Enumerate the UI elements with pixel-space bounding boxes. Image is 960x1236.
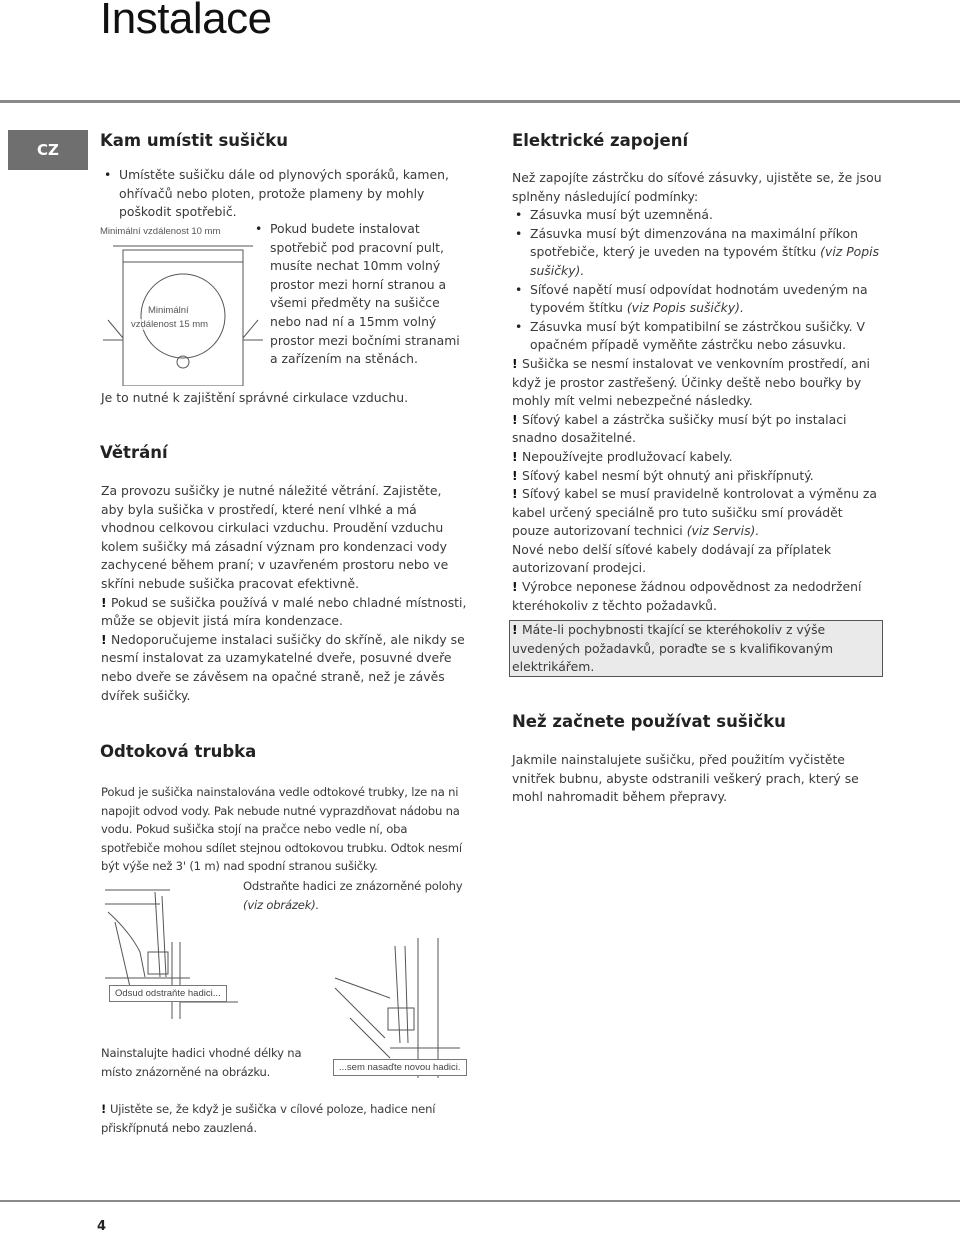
- hose-removal-caption: Odsud odstraňte hadici...: [109, 985, 227, 1002]
- electrical-condition-3: • Síťové napětí musí odpovídat hodnotám uvedeným na typovém štítku (viz Popis sušičky).: [512, 281, 882, 318]
- electrical-condition-4: • Zásuvka musí být kompatibilní se zástrčkou sušičky. V opačném případě vyměňte zástrčku nebo zásuvku.: [512, 318, 882, 355]
- header-divider: [0, 100, 960, 103]
- electrical-warning-6: ! Výrobce neponese žádnou odpovědnost za nedodržení kteréhokoliv z těchto požadavků.: [512, 579, 862, 613]
- where-note: Je to nutné k zajištění správné cirkulace vzduchu.: [101, 390, 409, 405]
- electrical-warning-1: ! Sušička se nesmí instalovat ve venkovním prostředí, ani když je prostor zastřešený. Účinky deště nebo bouřky by mohly mít velmi nebezpečné následky.: [512, 355, 870, 409]
- electrical-heading: Elektrické zapojení: [512, 131, 689, 150]
- where-bullet-list-2: [252, 220, 464, 369]
- drain-install-text: Nainstalujte hadici vhodné délky na místo znázorněné na obrázku.: [101, 1046, 302, 1079]
- language-tab: CZ: [8, 130, 88, 170]
- where-bullet-1: • Umístěte sušičku dále od plynových sporáků, kamen, ohřívačů nebo ploten, protože plameny by mohly poškodit spotřebič.: [101, 166, 461, 222]
- hose-install-caption: ...sem nasaďte novou hadici.: [333, 1059, 467, 1076]
- electrical-warning-3: ! Nepoužívejte prodlužovací kabely.: [512, 448, 733, 464]
- electrical-condition-2: • Zásuvka musí být dimenzována na maximální příkon spotřebiče, který je uveden na typovém štítku (viz Popis sušičky).: [512, 225, 882, 281]
- diagram-side-label-1: Minimální: [148, 305, 189, 316]
- drain-para: Pokud je sušička nainstalována vedle odtokové trubky, lze na ni napojit odvod vody. Pak nebude nutné vyprazdňovat nádobu na vodu. Pokud sušička stojí na pračce nebo vedle ní, oba spotřebiče mohou sdílet stejnou odtokovou trubku. Odtok nesmí být výše než 3' (1 m) nad spodní stranou sušičky.: [101, 785, 462, 874]
- drain-check-text: ! Ujistěte se, že když je sušička v cílové poloze, hadice není přiskřípnutá nebo zauzlená.: [101, 1102, 436, 1135]
- electrical-conditions-list: [512, 206, 882, 355]
- where-bullet-list: [101, 166, 461, 222]
- ventilation-para: Za provozu sušičky je nutné náležité větrání. Zajistěte, aby byla sušička v prostředí, které není vlhké a má vhodnou celkovou cirkulaci vzduchu. Proudění vzduchu kolem sušičky má zásadní význam pro kondenzaci vody zachycené během praní; v uzavřeném prostoru nebo ve skříni nebude sušička pracovat efektivně.: [101, 483, 449, 591]
- diagram-top-label: Minimální vzdálenost 10 mm: [100, 226, 221, 237]
- electrical-warning-4: ! Síťový kabel nesmí být ohnutý ani přiskřípnutý.: [512, 467, 814, 483]
- diagram-side-label-2: vzdálenost 15 mm: [131, 319, 209, 330]
- electrical-text: [512, 169, 882, 615]
- before-use-heading: Než začnete používat sušičku: [512, 712, 786, 731]
- electrical-warning-2: ! Síťový kabel a zástrčka sušičky musí být po instalaci snadno dosažitelné.: [512, 411, 847, 446]
- electrical-warning-5: ! Síťový kabel se musí pravidelně kontrolovat a výměnu za kabel určený speciálně pro tuto sušičku smí provádět pouze autorizovaní technici (viz Servis).: [512, 486, 877, 539]
- ventilation-heading: Větrání: [100, 443, 168, 462]
- where-bullet-2: • Pokud budete instalovat spotřebič pod pracovní pult, musíte nechat 10mm volný prostor mezi horní stranou a všemi předměty na sušičce nebo nad ní a 15mm volný prostor mezi bočními stranami a zařízením na stěnách.: [252, 220, 464, 369]
- hose-install-illustration: [330, 918, 470, 1078]
- electrical-warning-7: ! Máte-li pochybnosti tkající se kteréhokoliv z výše uvedených požadavků, poraďte se s kvalifikovaným elektrikářem.: [512, 622, 834, 675]
- footer-divider: [0, 1200, 960, 1202]
- drain-heading: Odtoková trubka: [100, 742, 257, 761]
- electrical-new-cables: Nové nebo delší síťové kabely dodávají za příplatek autorizovaní prodejci.: [512, 541, 832, 576]
- ventilation-warning-2: ! Nedoporučujeme instalaci sušičky do skříně, ale nikdy se nesmí instalovat za uzamykatelné dveře, posuvné dveře nebo dveře se závěsem na opačné straně, než je závěs dvířek sušičky.: [101, 631, 465, 703]
- page-title: Instalace: [100, 0, 272, 43]
- where-heading: Kam umístit sušičku: [100, 131, 288, 150]
- electrical-intro: Než zapojíte zástrčku do síťové zásuvky, ujistěte se, že jsou splněny následující podmínky:: [512, 170, 882, 204]
- electrical-condition-1: • Zásuvka musí být uzemněná.: [512, 206, 882, 225]
- ventilation-warning-1: ! Pokud se sušička používá v malé nebo chladné místnosti, může se objevit jistá míra kondenzace.: [101, 594, 467, 629]
- ventilation-text: [101, 482, 467, 705]
- before-use-para: Jakmile nainstalujete sušičku, před použitím vyčistěte vnitřek bubnu, abyste odstranili veškerý prach, který se mohl nahromadit během přepravy.: [512, 752, 859, 805]
- drain-remove-text: Odstraňte hadici ze znázorněné polohy (viz obrázek).: [243, 879, 463, 912]
- page-number: 4: [97, 1219, 107, 1234]
